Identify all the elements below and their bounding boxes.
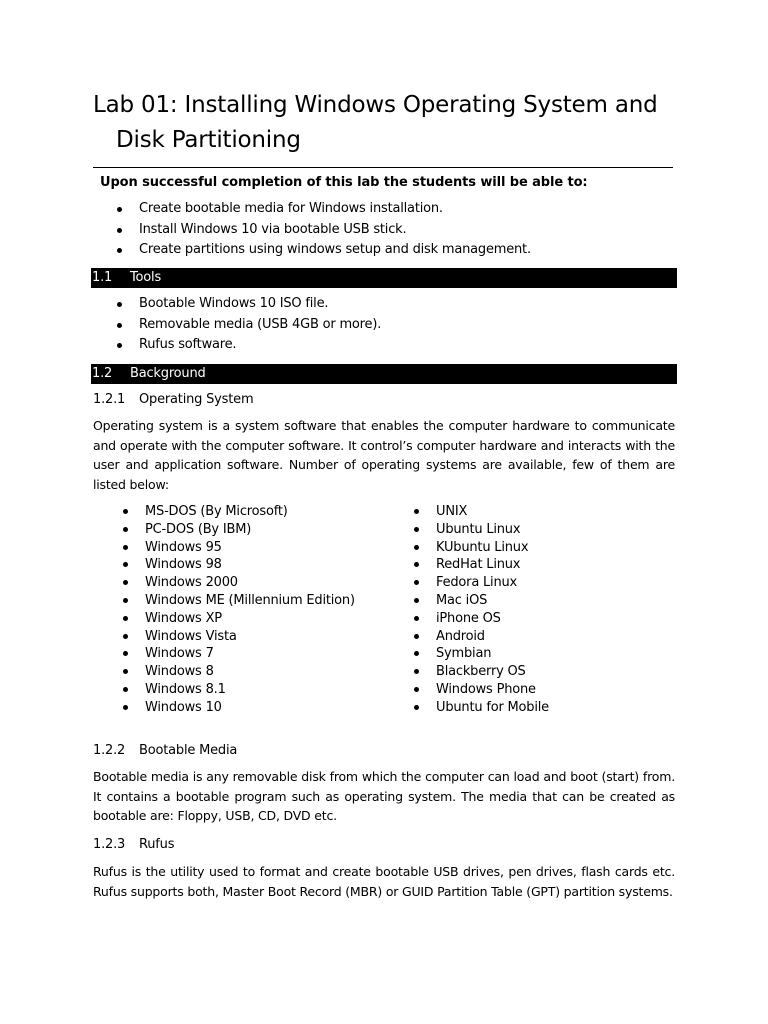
objectives-heading: Upon successful completion of this lab the students will be able to: (100, 175, 588, 190)
tools-list (114, 294, 381, 356)
page-title (93, 88, 678, 158)
list-item: Windows 98 (120, 556, 355, 574)
list-item: PC-DOS (By IBM) (120, 521, 355, 539)
section-number: 1.1 (92, 270, 113, 285)
list-item: Windows ME (Millennium Edition) (120, 592, 355, 610)
title-line-1: Lab 01: Installing Windows Operating System and (93, 92, 658, 118)
subsection-title: Operating System (139, 392, 254, 407)
list-item: Fedora Linux (411, 574, 549, 592)
subsection-number: 1.2.2 (93, 743, 126, 758)
list-item: UNIX (411, 503, 549, 521)
title-divider (93, 167, 673, 168)
section-heading-background (91, 364, 677, 384)
list-item: Windows 8 (120, 663, 355, 681)
list-item: Ubuntu Linux (411, 521, 549, 539)
section-title: Tools (130, 270, 162, 285)
subsection-title: Rufus (139, 837, 175, 852)
rufus-paragraph: Rufus is the utility used to format and create bootable USB drives, pen drives, flash cards etc. Rufus supports both, Master Boot Record (MBR) or GUID Partition Table (GPT) partition systems. (93, 864, 675, 899)
objectives-list (114, 199, 531, 261)
list-item: Removable media (USB 4GB or more). (114, 315, 381, 336)
list-item: Windows 95 (120, 539, 355, 557)
list-item: RedHat Linux (411, 556, 549, 574)
bootable-media-paragraph: Bootable media is any removable disk from which the computer can load and boot (start) from. It contains a bootable program such as operating system. The media that can be created as bootable are: Floppy, USB, CD, DVD etc. (93, 769, 675, 823)
list-item: Create partitions using windows setup and disk management. (114, 240, 531, 261)
list-item: Android (411, 628, 549, 646)
list-item: Windows Vista (120, 628, 355, 646)
title-line-2: Disk Partitioning (116, 127, 301, 153)
subsection-number: 1.2.3 (93, 837, 126, 852)
list-item: Windows 7 (120, 645, 355, 663)
list-item: Create bootable media for Windows installation. (114, 199, 531, 220)
subsection-title: Bootable Media (139, 743, 238, 758)
list-item: MS-DOS (By Microsoft) (120, 503, 355, 521)
os-list-left (120, 503, 355, 717)
list-item: Blackberry OS (411, 663, 549, 681)
section-number: 1.2 (92, 366, 113, 381)
list-item: Windows 2000 (120, 574, 355, 592)
list-item: Windows Phone (411, 681, 549, 699)
subsection-number: 1.2.1 (93, 392, 126, 407)
list-item: Symbian (411, 645, 549, 663)
list-item: Mac iOS (411, 592, 549, 610)
list-item: Ubuntu for Mobile (411, 699, 549, 717)
list-item: Windows 8.1 (120, 681, 355, 699)
list-item: Install Windows 10 via bootable USB stick. (114, 220, 531, 241)
list-item: KUbuntu Linux (411, 539, 549, 557)
os-list-right (411, 503, 549, 717)
list-item: Rufus software. (114, 335, 381, 356)
section-heading-tools (91, 268, 677, 288)
list-item: Bootable Windows 10 ISO file. (114, 294, 381, 315)
operating-system-paragraph: Operating system is a system software that enables the computer hardware to communicate and operate with the computer software. It control’s computer hardware and interacts with the user and application software. Number of operating systems are available, few of them are listed below: (93, 418, 675, 492)
list-item: Windows 10 (120, 699, 355, 717)
section-title: Background (130, 366, 206, 381)
list-item: iPhone OS (411, 610, 549, 628)
list-item: Windows XP (120, 610, 355, 628)
